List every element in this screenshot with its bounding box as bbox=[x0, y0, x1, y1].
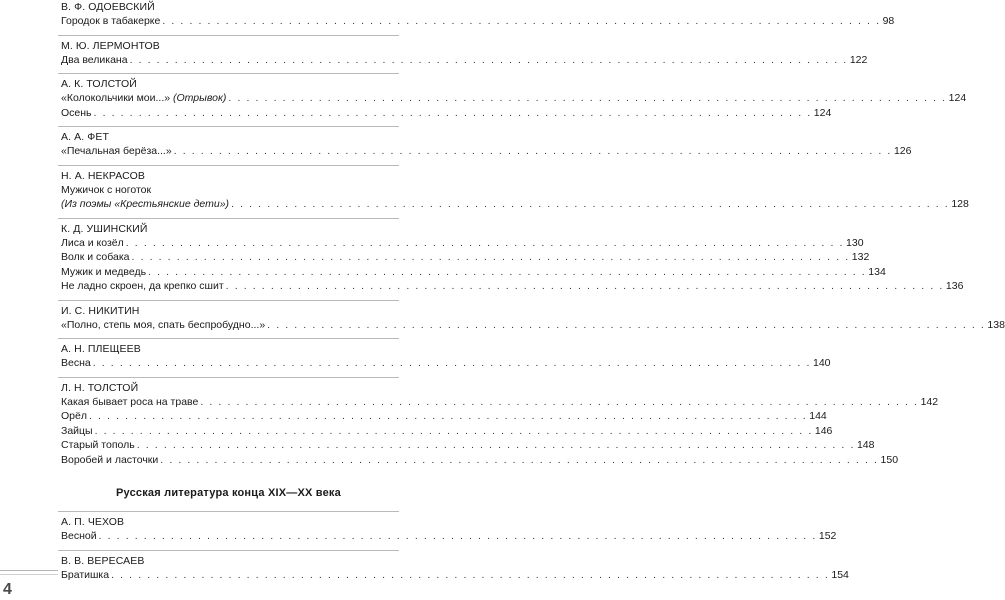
toc-entry[interactable] bbox=[61, 197, 969, 212]
dot-leader: . . . . . . . . . . . . . . . . . . . . . . . . . . . . . . . . . . . . . . . . . . . . . . . . . . . . . . . . . . . . . . . . . . . . . . . . . . . . . . . . bbox=[93, 106, 812, 119]
toc-entry[interactable] bbox=[61, 183, 399, 198]
dot-leader: . . . . . . . . . . . . . . . . . . . . . . . . . . . . . . . . . . . . . . . . . . . . . . . . . . . . . . . . . . . . . . . . . . . . . . . . . . . . . . . . bbox=[92, 357, 811, 369]
dot-leader: . . . . . . . . . . . . . . . . . . . . . . . . . . . . . . . . . . . . . . . . . . . . . . . . . . . . . . . . . . . . . . . . . . . . . . . . . . . . . . . . bbox=[129, 53, 848, 66]
toc-section bbox=[58, 126, 912, 165]
dot-leader: . . . . . . . . . . . . . . . . . . . . . . . . . . . . . . . . . . . . . . . . . . . . . . . . . . . . . . . . . . . . . . . . . . . . . . . . . . . . . . . . bbox=[94, 424, 813, 437]
entry-title-text: Волк и собака bbox=[61, 251, 130, 263]
dot-leader: . . . . . . . . . . . . . . . . . . . . . . . . . . . . . . . . . . . . . . . . . . . . . . . . . . . . . . . . . . . . . . . . . . . . . . . . . . . . . . . . bbox=[162, 15, 881, 27]
dot-leader: . . . . . . . . . . . . . . . . . . . . . . . . . . . . . . . . . . . . . . . . . . . . . . . . . . . . . . . . . . . . . . . . . . . . . . . . . . . . . . . . bbox=[225, 280, 944, 292]
toc-section bbox=[58, 35, 868, 74]
dot-leader: . . . . . . . . . . . . . . . . . . . . . . . . . . . . . . . . . . . . . . . . . . . . . . . . . . . . . . . . . . . . . . . . . . . . . . . . . . . . . . . . bbox=[267, 318, 986, 331]
entry-title bbox=[61, 236, 124, 251]
author-name: Л. Н. ТОЛСТОЙ bbox=[61, 381, 139, 394]
entry-title-text: Орёл bbox=[61, 410, 87, 422]
footer-rule-secondary bbox=[0, 574, 58, 575]
toc-entry[interactable] bbox=[61, 409, 827, 424]
entry-page-number: 140 bbox=[812, 357, 831, 369]
toc-entry[interactable] bbox=[61, 144, 912, 159]
toc-entry[interactable] bbox=[61, 395, 939, 410]
page-number: 4 bbox=[3, 581, 12, 598]
dot-leader: . . . . . . . . . . . . . . . . . . . . . . . . . . . . . . . . . . . . . . . . . . . . . . . . . . . . . . . . . . . . . . . . . . . . . . . . . . . . . . . . bbox=[228, 92, 947, 104]
toc-entry[interactable] bbox=[61, 279, 964, 294]
entry-title bbox=[61, 318, 265, 333]
entry-title bbox=[61, 438, 135, 453]
entry-title bbox=[61, 106, 92, 121]
entry-page-number: 134 bbox=[868, 265, 886, 278]
entry-title-text: Зайцы bbox=[61, 424, 93, 437]
entry-title bbox=[61, 568, 109, 583]
toc-entry[interactable] bbox=[61, 318, 1005, 333]
entry-page-number: 98 bbox=[882, 15, 895, 27]
author-name: К. Д. УШИНСКИЙ bbox=[61, 222, 148, 235]
entry-title bbox=[61, 14, 160, 29]
toc-section bbox=[58, 165, 969, 218]
entry-title-text: Два великана bbox=[61, 53, 128, 66]
entry-title bbox=[61, 265, 146, 280]
entry-title bbox=[61, 529, 97, 544]
dot-leader: . . . . . . . . . . . . . . . . . . . . . . . . . . . . . . . . . . . . . . . . . . . . . . . . . . . . . . . . . . . . . . . . . . . . . . . . . . . . . . . . bbox=[125, 236, 845, 249]
entry-title bbox=[61, 91, 226, 106]
toc-entry[interactable] bbox=[61, 438, 875, 453]
dot-leader: . . . . . . . . . . . . . . . . . . . . . . . . . . . . . . . . . . . . . . . . . . . . . . . . . . . . . . . . . . . . . . . . . . . . . . . . . . . . . . . . bbox=[231, 198, 950, 210]
dot-leader: . . . . . . . . . . . . . . . . . . . . . . . . . . . . . . . . . . . . . . . . . . . . . . . . . . . . . . . . . . . . . . . . . . . . . . . . . . . . . . . . bbox=[98, 530, 817, 542]
part-heading: Русская литература конца XIX—XX века bbox=[116, 487, 341, 499]
toc-section bbox=[58, 550, 849, 589]
entry-title bbox=[61, 250, 130, 265]
entry-title bbox=[61, 144, 172, 159]
entry-title-text: Городок в табакерке bbox=[61, 15, 161, 27]
toc-entry[interactable] bbox=[61, 53, 868, 68]
toc-entry[interactable] bbox=[61, 356, 831, 371]
dot-leader: . . . . . . . . . . . . . . . . . . . . . . . . . . . . . . . . . . . . . . . . . . . . . . . . . . . . . . . . . . . . . . . . . . . . . . . . . . . . . . . . bbox=[200, 395, 919, 408]
toc-section bbox=[58, 377, 939, 474]
entry-page-number: 138 bbox=[987, 318, 1005, 331]
author-name: А. А. ФЕТ bbox=[61, 131, 109, 143]
dot-leader: . . . . . . . . . . . . . . . . . . . . . . . . . . . . . . . . . . . . . . . . . . . . . . . . . . . . . . . . . . . . . . . . . . . . . . . . . . . . . . . . bbox=[131, 251, 850, 263]
entry-title bbox=[61, 409, 87, 424]
toc-section bbox=[58, 300, 1005, 339]
author-name: Н. А. НЕКРАСОВ bbox=[61, 169, 145, 182]
entry-title bbox=[61, 197, 229, 212]
author-name: В. В. ВЕРЕСАЕВ bbox=[61, 554, 145, 567]
toc-entry[interactable] bbox=[61, 453, 899, 468]
dot-leader: . . . . . . . . . . . . . . . . . . . . . . . . . . . . . . . . . . . . . . . . . . . . . . . . . . . . . . . . . . . . . . . . . . . . . . . . . . . . . . . . bbox=[148, 265, 867, 278]
entry-title-text: Воробей и ласточки bbox=[61, 453, 159, 466]
entry-page-number: 126 bbox=[893, 145, 912, 157]
entry-title-text: Весной bbox=[61, 530, 97, 542]
entry-page-number: 128 bbox=[951, 198, 969, 210]
entry-title bbox=[61, 424, 93, 439]
author-name: А. Н. ПЛЕЩЕЕВ bbox=[61, 343, 141, 355]
toc-after-heading bbox=[0, 511, 849, 588]
entry-title-text: Лиса и козёл bbox=[61, 236, 124, 249]
entry-title bbox=[61, 356, 91, 371]
entry-title bbox=[61, 53, 128, 68]
entry-title bbox=[61, 395, 198, 410]
entry-title-text: Какая бывает роса на траве bbox=[61, 395, 199, 408]
dot-leader: . . . . . . . . . . . . . . . . . . . . . . . . . . . . . . . . . . . . . . . . . . . . . . . . . . . . . . . . . . . . . . . . . . . . . . . . . . . . . . . . bbox=[88, 410, 808, 422]
entry-page-number: 142 bbox=[920, 395, 939, 408]
entry-page-number: 122 bbox=[849, 53, 868, 66]
author-name: М. Ю. ЛЕРМОНТОВ bbox=[61, 39, 160, 52]
entry-page-number: 132 bbox=[851, 251, 870, 263]
entry-page-number: 148 bbox=[856, 439, 875, 451]
entry-title bbox=[61, 279, 224, 294]
author-name: А. К. ТОЛСТОЙ bbox=[61, 78, 137, 90]
toc-section bbox=[58, 338, 831, 377]
toc-section bbox=[58, 511, 837, 550]
entry-title-text: «Полно, степь моя, спать беспробудно...» bbox=[61, 318, 266, 331]
entry-page-number: 152 bbox=[818, 530, 837, 542]
entry-page-number: 130 bbox=[846, 236, 864, 249]
toc-section bbox=[58, 218, 964, 300]
toc-section bbox=[58, 73, 967, 126]
entry-title bbox=[61, 183, 151, 198]
entry-page-number: 136 bbox=[945, 280, 964, 292]
toc-entry[interactable] bbox=[61, 14, 895, 29]
dot-leader: . . . . . . . . . . . . . . . . . . . . . . . . . . . . . . . . . . . . . . . . . . . . . . . . . . . . . . . . . . . . . . . . . . . . . . . . . . . . . . . . bbox=[136, 439, 855, 451]
entry-page-number: 146 bbox=[814, 424, 833, 437]
toc-entry[interactable] bbox=[61, 424, 833, 439]
toc-entry[interactable] bbox=[61, 236, 864, 251]
entry-title-text: Старый тополь bbox=[61, 439, 135, 451]
entry-title-text: Не ладно скроен, да крепко сшит bbox=[61, 280, 224, 292]
toc-entry[interactable] bbox=[61, 106, 832, 121]
dot-leader: . . . . . . . . . . . . . . . . . . . . . . . . . . . . . . . . . . . . . . . . . . . . . . . . . . . . . . . . . . . . . . . . . . . . . . . . . . . . . . . . bbox=[173, 145, 892, 157]
toc-entry[interactable] bbox=[61, 265, 886, 280]
toc-entry[interactable] bbox=[61, 568, 849, 583]
author-name: И. С. НИКИТИН bbox=[61, 304, 140, 317]
dot-leader: . . . . . . . . . . . . . . . . . . . . . . . . . . . . . . . . . . . . . . . . . . . . . . . . . . . . . . . . . . . . . . . . . . . . . . . . . . . . . . . . bbox=[111, 568, 830, 581]
footer-rule bbox=[0, 570, 58, 571]
entry-title-text: «Печальная берёза...» bbox=[61, 145, 172, 157]
entry-page-number: 124 bbox=[948, 92, 967, 104]
author-name: В. Ф. ОДОЕВСКИЙ bbox=[61, 1, 155, 13]
toc-entry[interactable] bbox=[61, 250, 870, 265]
entry-title-text: Мужик и медведь bbox=[61, 265, 147, 278]
entry-title-text: (Из поэмы «Крестьянские дети») bbox=[61, 198, 230, 210]
entry-page-number: 124 bbox=[813, 106, 832, 119]
toc-entry[interactable] bbox=[61, 91, 967, 106]
entry-title-text: Братишка bbox=[61, 568, 110, 581]
toc-section bbox=[58, 0, 895, 35]
entry-title-text: Осень bbox=[61, 106, 92, 119]
entry-title-text: Весна bbox=[61, 357, 91, 369]
author-name: А. П. ЧЕХОВ bbox=[61, 516, 125, 528]
entry-title bbox=[61, 453, 158, 468]
part-heading-block bbox=[58, 473, 399, 511]
dot-leader: . . . . . . . . . . . . . . . . . . . . . . . . . . . . . . . . . . . . . . . . . . . . . . . . . . . . . . . . . . . . . . . . . . . . . . . . . . . . . . . . bbox=[160, 453, 879, 466]
entry-title-text: Мужичок с ноготок bbox=[61, 183, 152, 196]
toc-entry[interactable] bbox=[61, 529, 837, 544]
entry-subtitle: (Отрывок) bbox=[173, 92, 227, 104]
entry-page-number: 150 bbox=[880, 453, 899, 466]
entry-page-number: 154 bbox=[831, 568, 849, 581]
entry-title-text: «Колокольчики мои...» bbox=[61, 92, 171, 104]
entry-page-number: 144 bbox=[809, 410, 827, 422]
